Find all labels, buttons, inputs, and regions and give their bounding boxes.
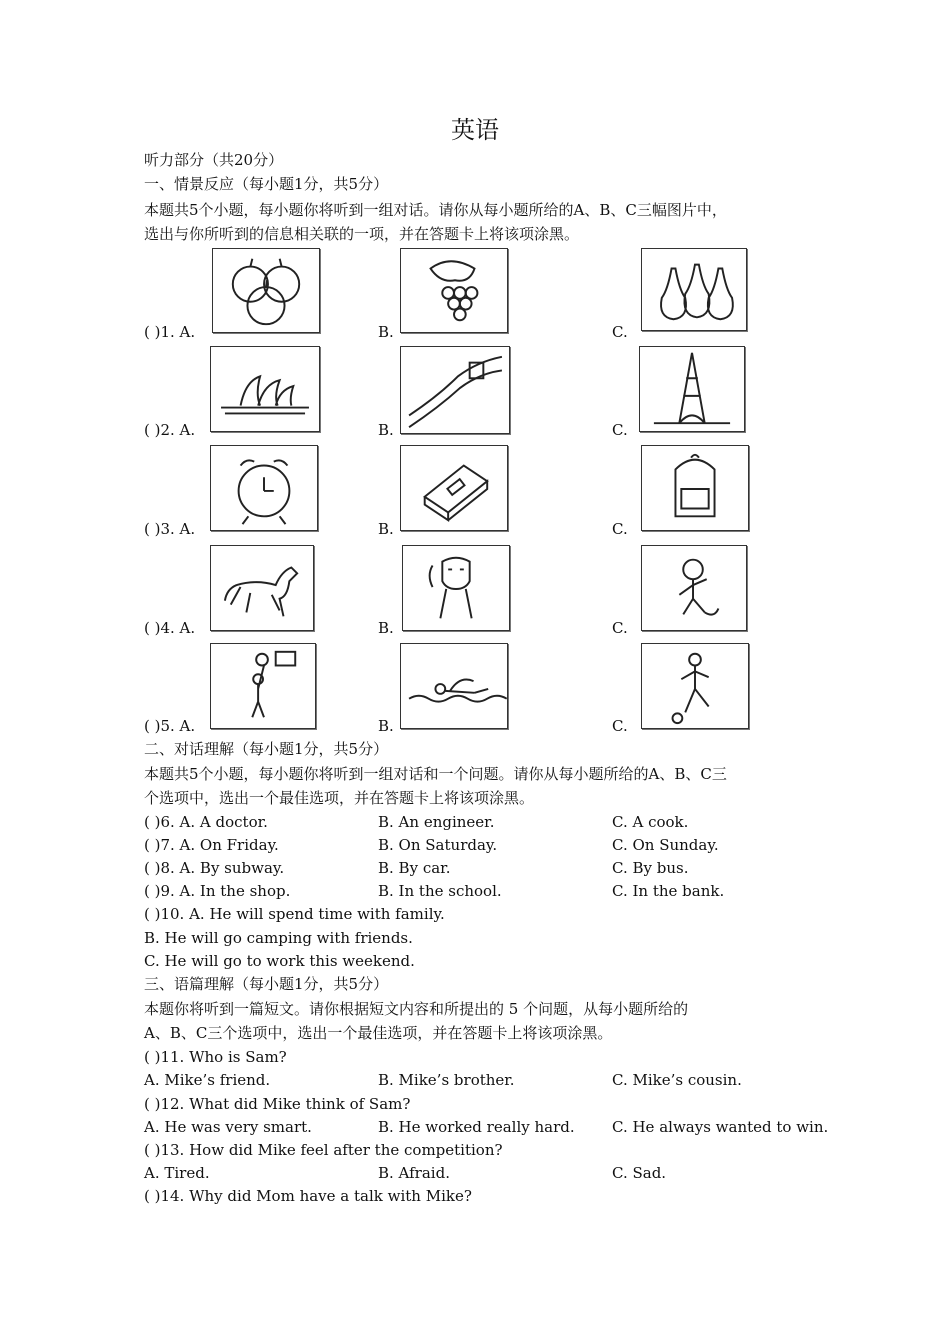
option-b-label: B.: [378, 717, 394, 735]
question-13-option-b: B. Afraid.: [378, 1164, 450, 1182]
part2-heading: 二、对话理解（每小题1分，共5分）: [144, 740, 389, 758]
grapes-icon[interactable]: [400, 248, 508, 333]
question-9-option-c: C. In the bank.: [612, 882, 725, 900]
option-b-label: B.: [378, 520, 394, 538]
question-3-label: ( )3. A.: [144, 520, 196, 538]
page-title: 英语: [451, 116, 499, 144]
question-7-option-a: ( )7. A. On Friday.: [144, 836, 279, 854]
option-c-label: C.: [612, 717, 628, 735]
question-8-option-a: ( )8. A. By subway.: [144, 859, 285, 877]
great-wall-icon[interactable]: [400, 346, 510, 434]
apples-icon[interactable]: [212, 248, 320, 333]
option-b-label: B.: [378, 323, 394, 341]
question-11-option-c: C. Mike’s cousin.: [612, 1071, 742, 1089]
question-12: ( )12. What did Mike think of Sam?: [144, 1095, 411, 1113]
backpack-icon[interactable]: [641, 445, 749, 531]
question-11: ( )11. Who is Sam?: [144, 1048, 287, 1066]
question-6-option-a: ( )6. A. A doctor.: [144, 813, 268, 831]
question-12-option-b: B. He worked really hard.: [378, 1118, 575, 1136]
part3-heading: 三、语篇理解（每小题1分，共5分）: [144, 975, 389, 993]
part2-instructions-line1: 本题共5个小题，每小题你将听到一组对话和一个问题。请你从每小题所给的A、B、C三: [144, 765, 727, 783]
tiger-icon[interactable]: [402, 545, 510, 631]
question-8-option-b: B. By car.: [378, 859, 451, 877]
question-4-label: ( )4. A.: [144, 619, 196, 637]
book-icon[interactable]: [400, 445, 508, 531]
part3-instructions-line1: 本题你将听到一篇短文。请你根据短文内容和所提出的 5 个问题，从每小题所给的: [144, 1000, 689, 1018]
monkey-icon[interactable]: [641, 545, 747, 631]
option-b-label: B.: [378, 619, 394, 637]
opera-house-icon[interactable]: [210, 346, 320, 432]
question-2-label: ( )2. A.: [144, 421, 196, 439]
question-14: ( )14. Why did Mom have a talk with Mike?: [144, 1187, 472, 1205]
question-10-option-c: C. He will go to work this weekend.: [144, 952, 415, 970]
part1-instructions-line2: 选出与你所听到的信息相关联的一项，并在答题卡上将该项涂黑。: [144, 225, 580, 243]
question-5-label: ( )5. A.: [144, 717, 196, 735]
section-header: 听力部分（共20分）: [144, 151, 284, 169]
question-9-option-b: B. In the school.: [378, 882, 502, 900]
question-8-option-c: C. By bus.: [612, 859, 689, 877]
part3-instructions-line2: A、B、C三个选项中，选出一个最佳选项，并在答题卡上将该项涂黑。: [144, 1024, 613, 1042]
alarm-clock-icon[interactable]: [210, 445, 318, 531]
horse-icon[interactable]: [210, 545, 314, 631]
question-6-option-b: B. An engineer.: [378, 813, 495, 831]
part2-instructions-line2: 个选项中，选出一个最佳选项，并在答题卡上将该项涂黑。: [144, 789, 535, 807]
basketball-icon[interactable]: [210, 643, 316, 729]
question-13: ( )13. How did Mike feel after the competition?: [144, 1141, 503, 1159]
question-13-option-c: C. Sad.: [612, 1164, 667, 1182]
swimming-icon[interactable]: [400, 643, 508, 729]
option-c-label: C.: [612, 619, 628, 637]
question-7-option-c: C. On Sunday.: [612, 836, 719, 854]
option-c-label: C.: [612, 520, 628, 538]
question-1-label: ( )1. A.: [144, 323, 196, 341]
question-12-option-c: C. He always wanted to win.: [612, 1118, 829, 1136]
pears-icon[interactable]: [641, 248, 747, 331]
question-9-option-a: ( )9. A. In the shop.: [144, 882, 291, 900]
option-b-label: B.: [378, 421, 394, 439]
part1-heading: 一、情景反应（每小题1分，共5分）: [144, 175, 389, 193]
question-11-option-b: B. Mike’s brother.: [378, 1071, 515, 1089]
soccer-icon[interactable]: [641, 643, 749, 729]
question-10-option-a: ( )10. A. He will spend time with family.: [144, 905, 445, 923]
question-12-option-a: A. He was very smart.: [144, 1118, 312, 1136]
question-7-option-b: B. On Saturday.: [378, 836, 498, 854]
part1-instructions-line1: 本题共5个小题，每小题你将听到一组对话。请你从每小题所给的A、B、C三幅图片中，: [144, 201, 727, 219]
question-13-option-a: A. Tired.: [144, 1164, 210, 1182]
option-c-label: C.: [612, 421, 628, 439]
question-10-option-b: B. He will go camping with friends.: [144, 929, 413, 947]
question-11-option-a: A. Mike’s friend.: [144, 1071, 271, 1089]
option-c-label: C.: [612, 323, 628, 341]
eiffel-tower-icon[interactable]: [639, 346, 745, 432]
question-6-option-c: C. A cook.: [612, 813, 689, 831]
